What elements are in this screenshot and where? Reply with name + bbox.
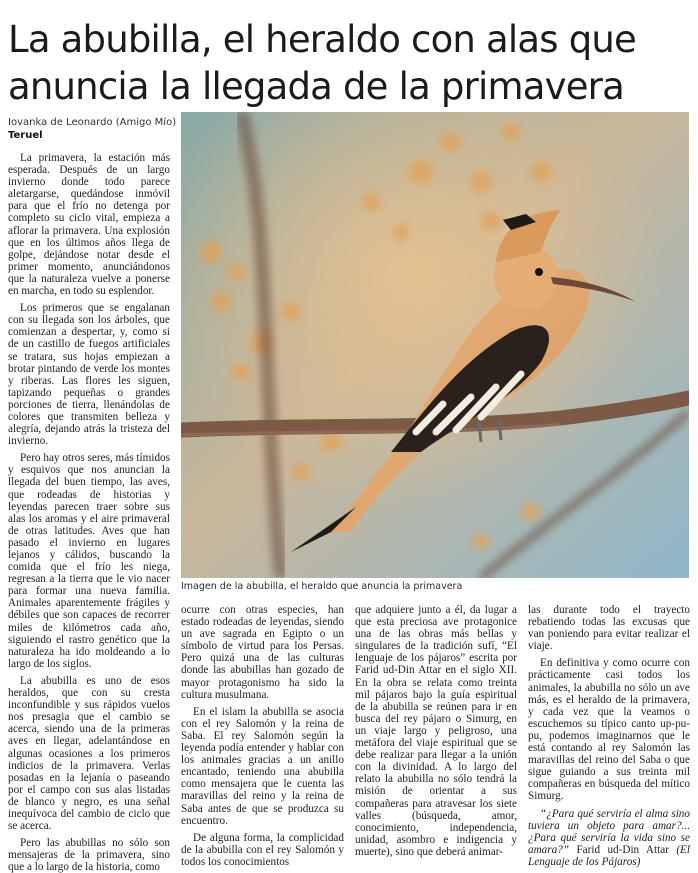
paragraph: las durante todo el trayecto rebatiendo todas las excusas que van poniendo para evitar realizar el viaje. <box>528 604 690 653</box>
quote-source: (El Lenguaje de los Pájaros) <box>528 843 690 868</box>
paragraph: La abubilla es uno de esos heraldos, que con su cresta inconfundible y sus rápidos vuelos nos presagia que el cambio se acerca, siendo una de la primeras aves en llegar, adelantándose en algunas ocasiones a los primeros indicios de la primavera. Verlas posadas en la lejanía o paseando por el campo con sus alas listadas de blanco y negro, es una señal inequívoca del cambio de ciclo que se acerca. <box>8 674 170 833</box>
location-label: Teruel <box>8 130 43 141</box>
paragraph: De alguna forma, la complicidad de la abubilla con el rey Salomón y todos los conocimientos <box>181 831 344 868</box>
paragraph: En el islam la abubilla se asocia con el rey Salomón y la reina de Saba. El rey Salomón según la leyenda podía entender y hablar con los animales gracias a un anillo encantado, teniendo una abubilla como mensajera que le cuenta las maravillas del reino y la reina de Saba antes de que se produzca su encuentro. <box>181 705 344 827</box>
article-title: La abubilla, el heraldo con alas que anuncia la llegada de la primavera <box>8 18 637 108</box>
paragraph: Pero las abubillas no sólo son mensajeras de la primavera, sino que a lo largo de la historia, como <box>8 837 170 873</box>
quote-text: “¿Para qué serviría el alma sino tuviera un objeto para amar?...¿Para qué serviría la vida sino se amara?” <box>528 807 690 856</box>
photo-caption: Imagen de la abubilla, el heraldo que anuncia la primavera <box>181 581 463 592</box>
byline <box>8 116 178 142</box>
quote-author: Farid ud-Din Attar <box>576 843 669 856</box>
paragraph: ocurre con otras especies, han estado rodeadas de leyendas, siendo un ave sagrada en Egipto o un símbolo de virtud para los Persas. Pero quizá una de las culturas donde las abubillas han gozado de mayor protagonismo ha sido la cultura musulmana. <box>181 604 344 701</box>
column-2 <box>181 604 344 868</box>
author-name: Iovanka de Leonardo (Amigo Mío) <box>8 117 177 128</box>
paragraph: Los primeros que se engalanan con su llegada son los árboles, que comienzan a despertar, y, como si de un castillo de fuegos artificiales se tratara, sus hojas empiezan a brotar pintando de verde los montes y riberas. Las flores les siguen, tapizando pequeñas o grandes porciones de tierra, llenándolas de colores que transmiten belleza y alegría, dejando atrás la tristeza del invierno. <box>8 302 170 448</box>
paragraph: La primavera, la estación más esperada. Después de un largo invierno donde todo parece aletargarse, quedándose inmóvil para que el frío no detenga por completo su ciclo vital, empieza a aflorar la primavera. Una explosión que en los últimos años llega de golpe, dejándose notar desde el primer momento, anunciándonos que la naturaleza vuelve a ponerse en marcha, en todo su esplendor. <box>8 152 170 298</box>
paragraph: Pero hay otros seres, más tímidos y esquivos que nos anuncian la llegada del buen tiempo, las aves, que rodeadas de historias y leyendas parecen traer sobre sus alas los aromas y el aire primaveral de otras latitudes. Aves que han pasado el invierno en lugares lejanos y cálidos, buscando la comida que el frío les niega, regresan a la tierra que le vio nacer para formar una nueva familia. Animales aparentemente frágiles y débiles que son capaces de recorrer miles de kilómetros cada año, siguiendo el rastro genético que la naturaleza ha ido moldeando a lo largo de los siglos. <box>8 452 170 670</box>
hoopoe-photo <box>181 112 689 578</box>
column-3 <box>355 604 517 858</box>
paragraph: que adquiere junto a él, da lugar a que esta preciosa ave protagonice una de las obras más bellas y singulares de la tradición sufí, “El lenguaje de los pájaros” escrita por Farid ud-Din Attar en el siglo XII. En la obra se relata como treinta mil pájaros bajo la guía espiritual de la abubilla se reúnen para ir en busca del rey pájaro o Simurg, en un viaje largo y peligroso, una metáfora del viaje espiritual que se debe realizar para llegar a la unión con la divinidad. A lo largo del relato la abubilla no sólo tendrá la misión de orientar a sus compañeras para atravesar los siete valles (búsqueda, amor, conocimiento, independencia, unidad, asombro e indigencia y muerte), sino que deberá animar- <box>355 604 517 858</box>
closing-quote <box>528 808 690 868</box>
column-4 <box>528 604 690 868</box>
paragraph: En definitiva y como ocurre con prácticamente casi todos los animales, la abubilla no sólo un ave más, es el heraldo de la primavera, y cada vez que la veamos o escuchemos su típico canto up-pu-pu, podemos imaginarnos que le está contando al rey Salomón las maravillas del reino del Saba o que sigue guiando a sus treinta mil compañeras en búsqueda del mítico Simurg. <box>528 657 690 803</box>
column-1 <box>8 152 170 873</box>
